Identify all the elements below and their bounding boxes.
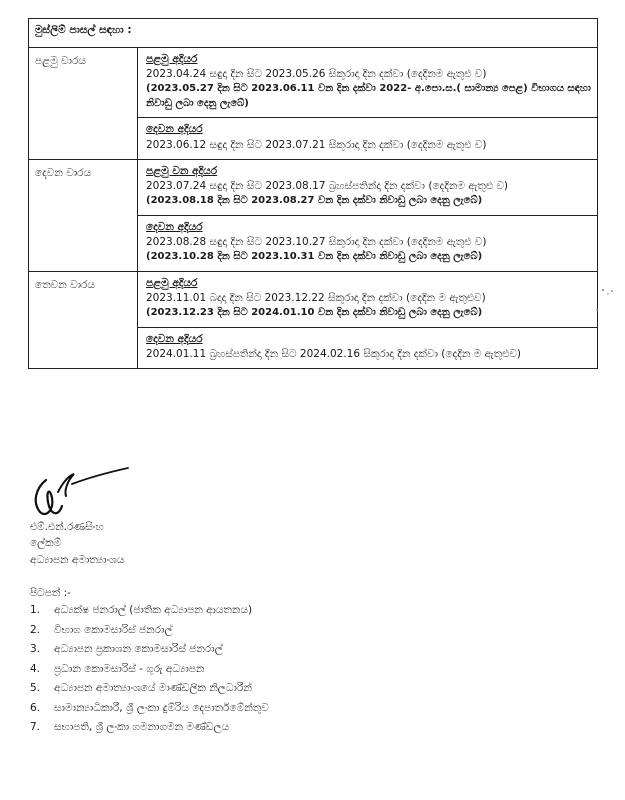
term-name: තෙවන වාරය: [29, 271, 138, 368]
list-number: 4.: [30, 662, 41, 675]
list-item: [30, 679, 269, 699]
vacation-dates: 2023.11.01 බදාදා දින සිට 2023.12.22 සිකුරාදා දින දක්වා (දෙදින ම ඇතුළුව): [146, 291, 486, 304]
list-text: විභාග කොමසාරිස් ජනරාල්: [54, 623, 173, 636]
vacation-dates: 2023.07.24 සඳුදා දින සිට 2023.08.17 බ්‍රහස්පතින්දා දින දක්වා (දෙදිනම ඇතුළු ව): [146, 180, 509, 193]
list-number: 3.: [30, 643, 41, 655]
vacation-dates: 2023.08.28 සඳුදා දින සිට 2023.10.27 සිකුරාදා දින දක්වා (දෙදිනම ඇතුළු ව): [146, 236, 487, 249]
vacation-cell: [138, 327, 598, 368]
vacation-cell: [138, 48, 598, 118]
section-header: මුස්ලිම් පාසල් සඳහා :: [29, 19, 598, 48]
list-number: 7.: [30, 721, 41, 733]
list-item: [30, 640, 269, 660]
list-number: 5.: [30, 682, 41, 694]
list-item: [30, 660, 269, 680]
vacation-note: (2023.08.18 දින සිට 2023.08.27 වන දින දක්වා නිවාඩු ලබා දෙනු ලැබේ): [146, 195, 483, 207]
term-name: දෙවන වාරය: [29, 159, 138, 271]
table-row: [29, 159, 598, 215]
vacation-dates: 2024.01.11 බ්‍රහස්පතින්දා දින සිට 2024.02.16 සිකුරාදා දින දක්වා (දෙදින ම ඇතුළුව): [146, 347, 521, 360]
vacation-note: (2023.05.27 දින සිට 2023.06.11 වන දින දක්වා 2022- අ.පො.ස.( සාමාන්‍ය පෙළ) විභාගය සඳහා නිවාඩු ලබා දෙනු ලැබේ): [146, 83, 591, 109]
vacation-dates: 2023.06.12 සඳුදා දින සිට 2023.07.21 සිකුරාදා දින දක්වා (දෙදිනම ඇතුළු ව): [146, 138, 487, 151]
signatory-block: [30, 519, 124, 568]
vacation-note: (2023.10.28 දින සිට 2023.10.31 වන දින දක්වා නිවාඩු ලබා දෙනු ලැබේ): [146, 251, 483, 263]
vacation-cell: [138, 215, 598, 271]
table-header-row: [29, 19, 598, 48]
vacation-note: (2023.12.23 දින සිට 2024.01.10 වන දින දක්වා නිවාඩු ලබා දෙනු ලැබේ): [146, 307, 483, 319]
vacation-title: දෙවන අදියර: [146, 220, 203, 233]
list-number: 1.: [30, 604, 41, 616]
table-row: [29, 271, 598, 327]
list-text: අධ්‍යාපන ප්‍රකාශන කොමසාරිස් ජනරාල්: [54, 643, 223, 655]
list-text: සාමාන්‍යාධිකාරී, ශ්‍රී ලංකා දුම්රිය දෙපාර්තමේන්තුව: [54, 701, 269, 714]
list-number: 2.: [30, 623, 41, 636]
vacation-cell: [138, 118, 598, 159]
vacation-title: දෙවන අදියර: [146, 332, 203, 345]
vacation-title: පළමු වන අදියර: [146, 164, 218, 177]
copies-label: පිටපත් :-: [30, 587, 71, 599]
vacation-title: පළමු අදියර: [146, 53, 198, 65]
list-item: [30, 718, 269, 738]
list-text: අධ්‍යාපන අමාත්‍යාංශයේ මාණ්ඩලික නිලධාරීන්: [54, 682, 252, 694]
list-number: 6.: [30, 701, 41, 714]
vacation-title: පළමු අදියර: [146, 276, 198, 289]
list-item: [30, 621, 269, 641]
list-text: ප්‍රධාන කොමසාරිස් - ගුරු අධ්‍යාපන: [54, 662, 205, 675]
handwritten-signature: [28, 462, 138, 522]
term-schedule-table: [28, 18, 598, 369]
list-item: [30, 601, 269, 621]
list-item: [30, 699, 269, 719]
signatory-title: ලේකම්: [30, 537, 62, 550]
signatory-ministry: අධ්‍යාපන අමාත්‍යාංශය: [30, 553, 125, 566]
vacation-cell: [138, 159, 598, 215]
vacation-cell: [138, 271, 598, 327]
list-text: අධ්‍යක්ෂ ජනරාල් (ජාතික අධ්‍යාපන ආයතනය): [54, 604, 253, 616]
copies-list: [30, 601, 269, 738]
vacation-dates: 2023.04.24 සඳුදා දින සිට 2023.05.26 සිකුරාදා දින දක්වා (දෙදිනම ඇතුළු ව): [146, 68, 487, 81]
list-text: සභාපති, ශ්‍රී ලංකා ගමනාගමන මණ්ඩලය: [54, 721, 230, 733]
term-name: පළමු වාරය: [29, 48, 138, 160]
signatory-name: එම්.එන්.රණසිංහ: [30, 521, 104, 533]
vacation-title: දෙවන අදියර: [146, 123, 203, 136]
table-row: [29, 48, 598, 118]
